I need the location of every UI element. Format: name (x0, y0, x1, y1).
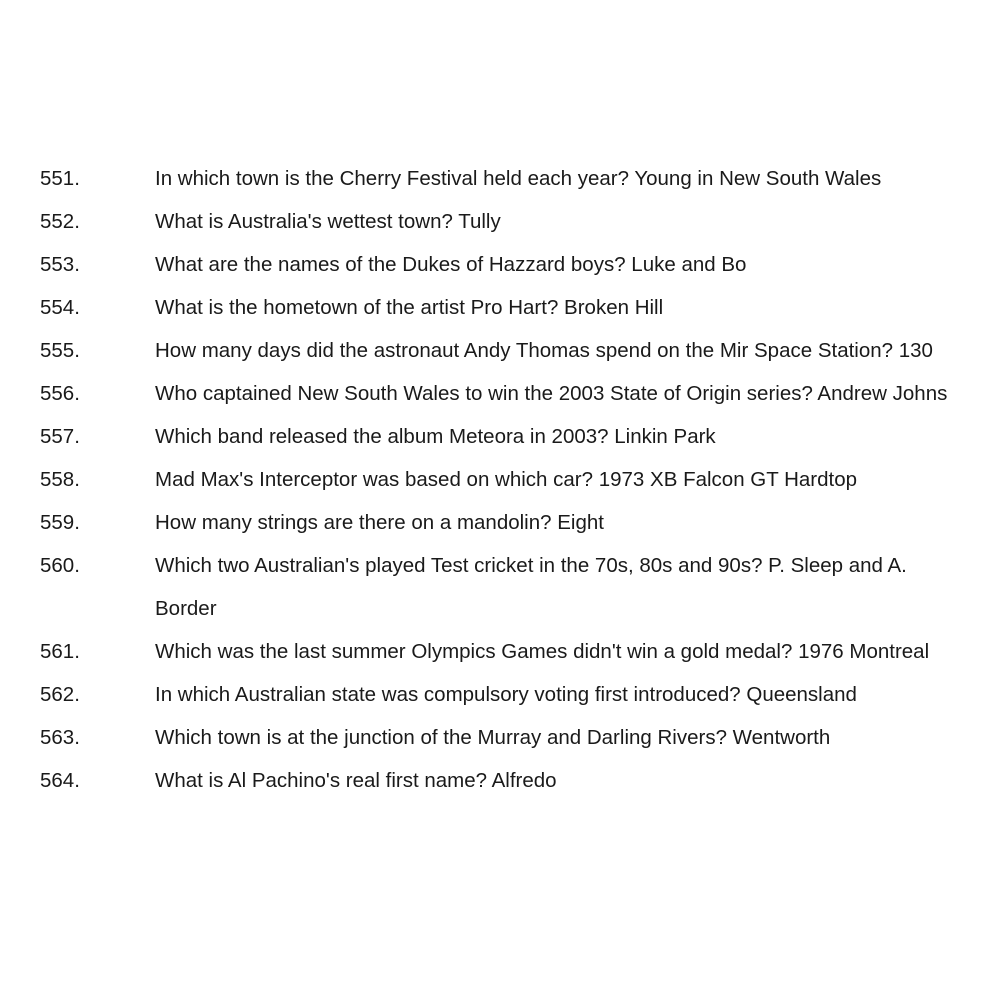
question-item (40, 716, 970, 759)
question-text: Which two Australian's played Test cricket in the 70s, 80s and 90s? P. Sleep and A. Border (155, 554, 907, 620)
question-list (40, 157, 970, 802)
question-number: 563. (40, 726, 80, 749)
question-text: How many strings are there on a mandolin? Eight (155, 511, 604, 534)
question-number: 554. (40, 296, 80, 319)
question-text: In which town is the Cherry Festival held each year? Young in New South Wales (155, 167, 882, 190)
question-item (40, 243, 970, 286)
question-item (40, 544, 970, 630)
question-item (40, 329, 970, 372)
question-number: 552. (40, 210, 80, 233)
question-number: 557. (40, 425, 80, 448)
question-text: In which Australian state was compulsory voting first introduced? Queensland (155, 683, 857, 706)
question-text: Which was the last summer Olympics Games didn't win a gold medal? 1976 Montreal (155, 640, 930, 663)
question-item (40, 759, 970, 802)
question-text: Mad Max's Interceptor was based on which car? 1973 XB Falcon GT Hardtop (155, 468, 858, 491)
question-number: 556. (40, 382, 80, 405)
question-item (40, 286, 970, 329)
question-item (40, 372, 970, 415)
question-item (40, 673, 970, 716)
question-text: Which town is at the junction of the Murray and Darling Rivers? Wentworth (155, 726, 831, 749)
question-text: What are the names of the Dukes of Hazzard boys? Luke and Bo (155, 253, 747, 276)
question-text: How many days did the astronaut Andy Thomas spend on the Mir Space Station? 130 (155, 339, 933, 362)
question-text: Which band released the album Meteora in 2003? Linkin Park (155, 425, 716, 448)
question-number: 562. (40, 683, 80, 706)
question-text: What is Australia's wettest town? Tully (155, 210, 501, 233)
question-item (40, 501, 970, 544)
question-number: 551. (40, 167, 80, 190)
question-text: What is the hometown of the artist Pro Hart? Broken Hill (155, 296, 664, 319)
question-item (40, 458, 970, 501)
question-text: What is Al Pachino's real first name? Alfredo (155, 769, 557, 792)
question-number: 553. (40, 253, 80, 276)
question-item (40, 630, 970, 673)
question-number: 561. (40, 640, 80, 663)
question-item (40, 415, 970, 458)
question-number: 555. (40, 339, 80, 362)
question-number: 558. (40, 468, 80, 491)
question-item (40, 200, 970, 243)
question-number: 560. (40, 554, 80, 577)
question-number: 564. (40, 769, 80, 792)
question-text: Who captained New South Wales to win the 2003 State of Origin series? Andrew Johns (155, 382, 948, 405)
question-number: 559. (40, 511, 80, 534)
question-item (40, 157, 970, 200)
